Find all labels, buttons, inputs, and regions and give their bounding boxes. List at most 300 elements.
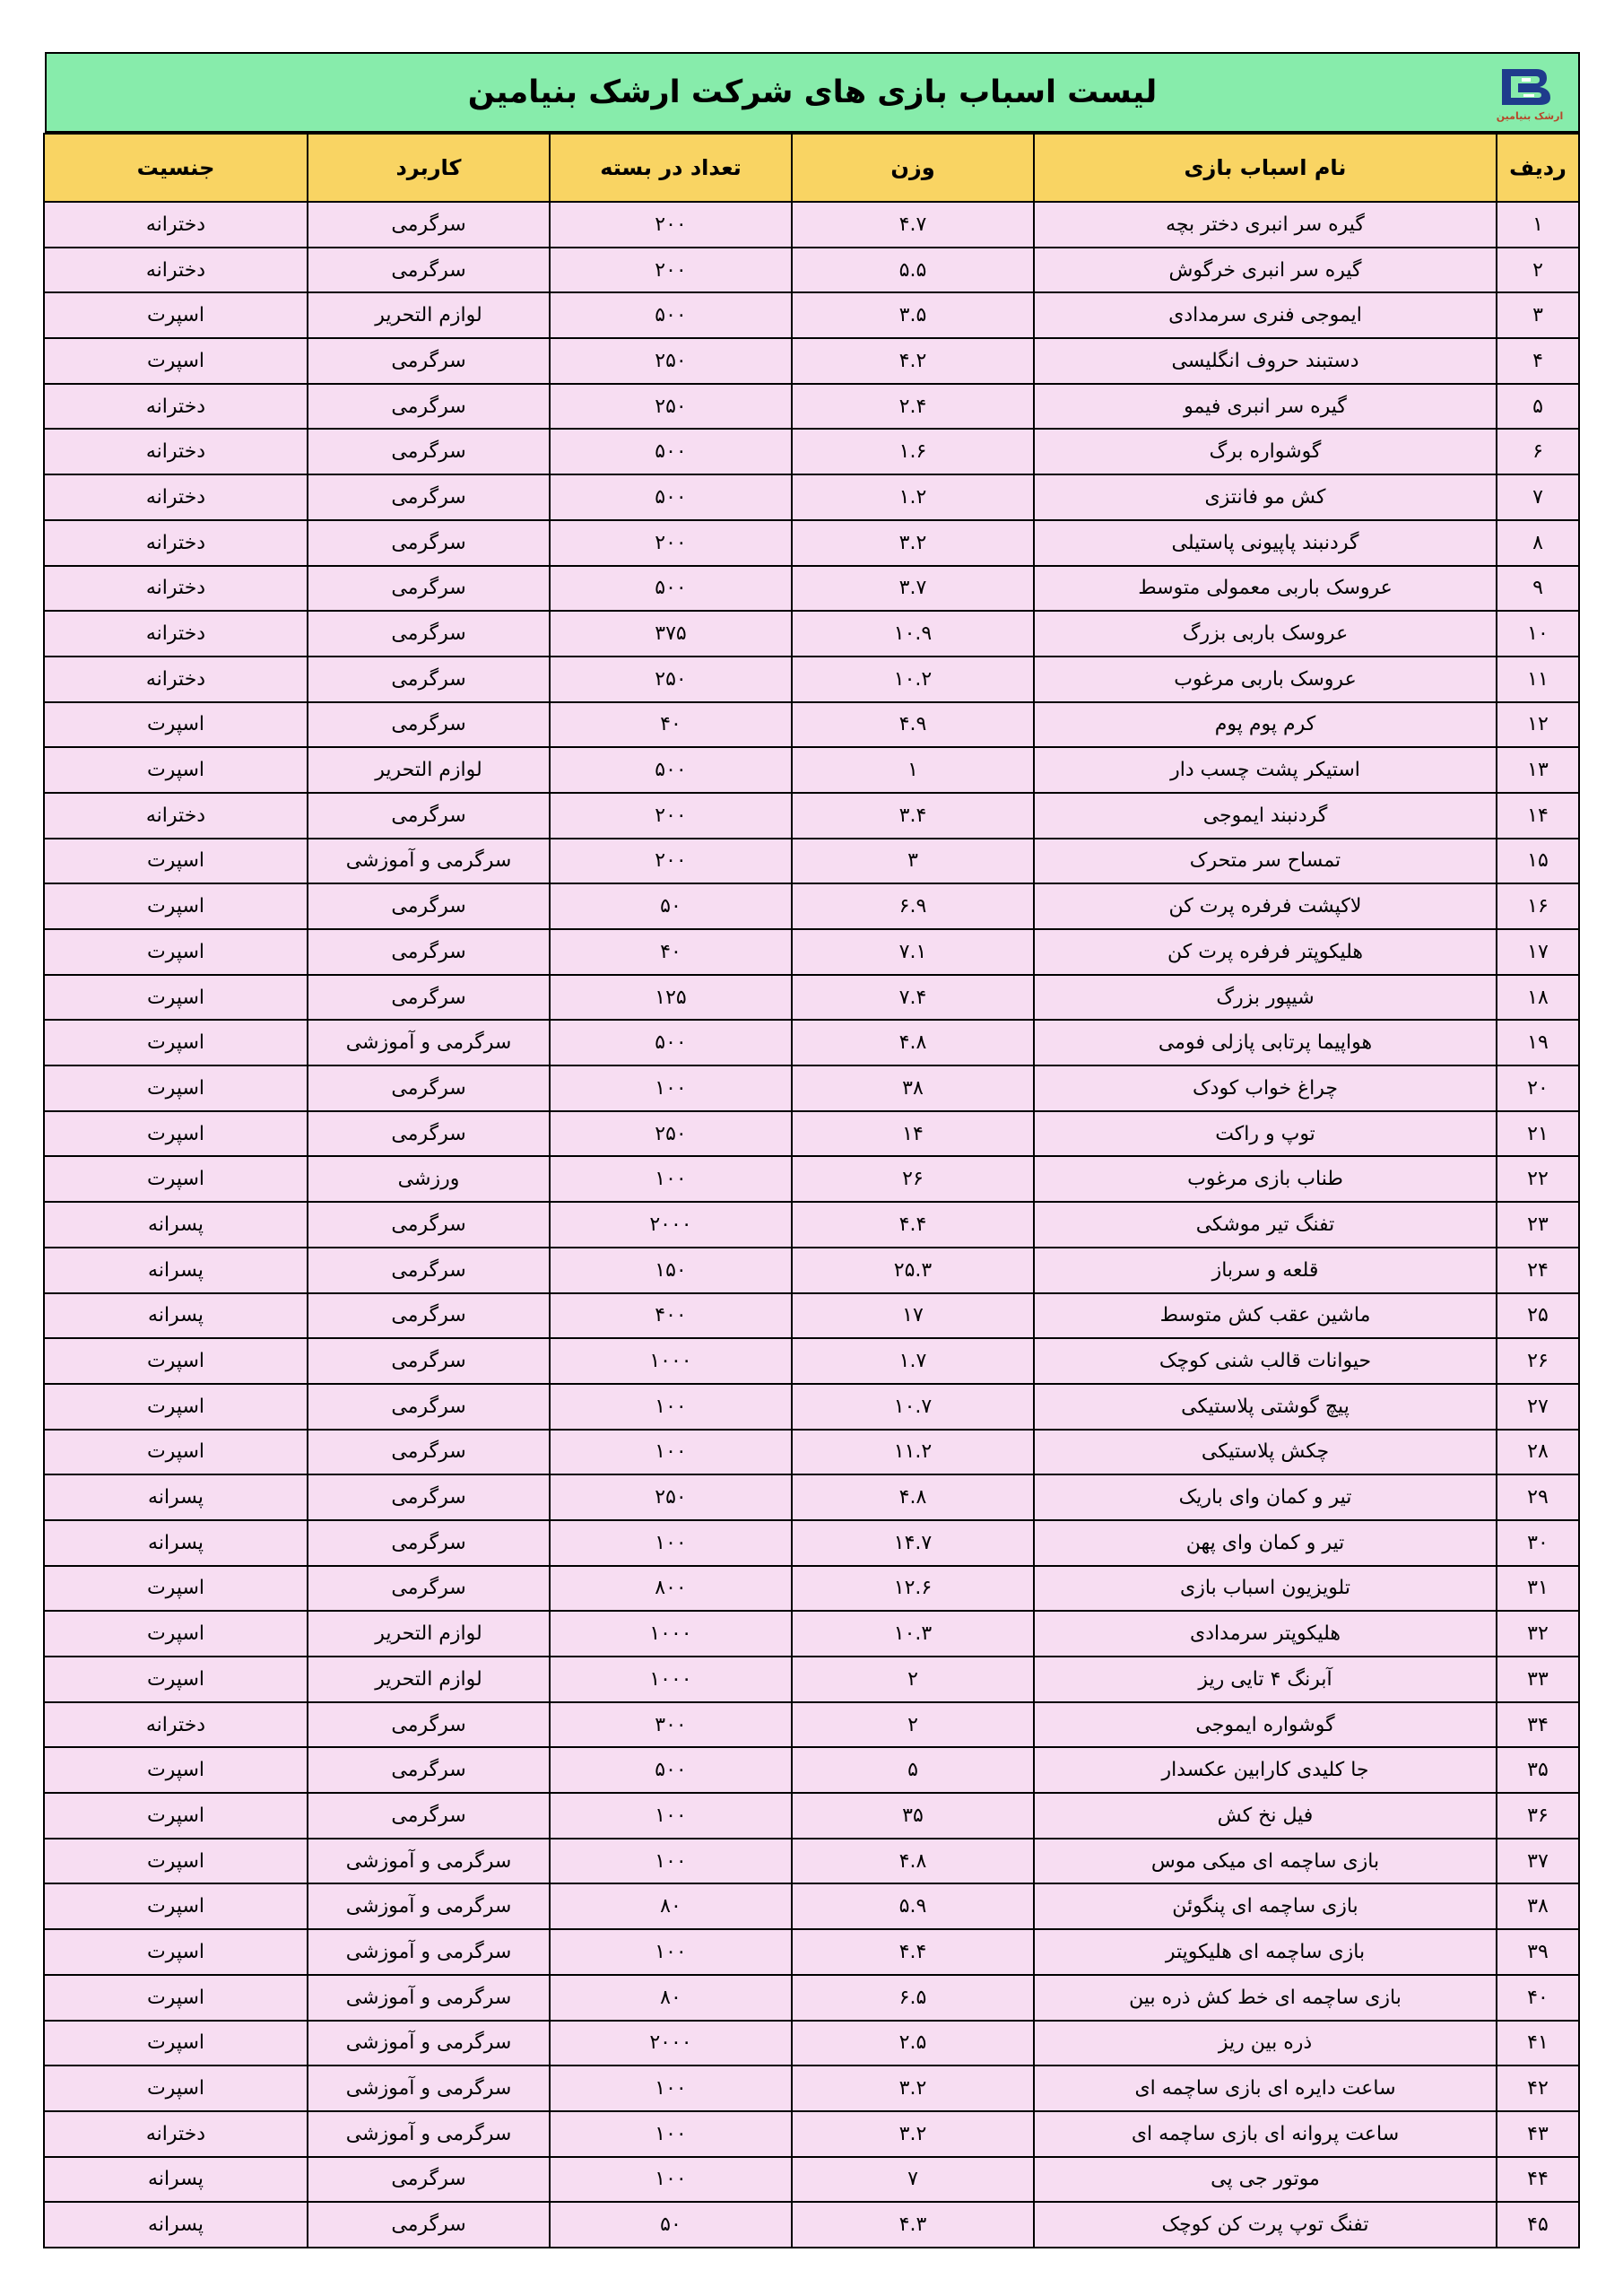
cell-pack-count: ۳۰۰: [550, 1702, 792, 1748]
cell-gender: پسرانه: [44, 2202, 308, 2248]
cell-weight: ۲.۵: [792, 2021, 1034, 2066]
cell-weight: ۱۰.۳: [792, 1611, 1034, 1657]
cell-pack-count: ۱۰۰۰: [550, 1338, 792, 1384]
table-row: [44, 202, 1579, 248]
table-row: [44, 2021, 1579, 2066]
cell-pack-count: ۱۰۰: [550, 2111, 792, 2157]
cell-row-number: ۲۰: [1497, 1065, 1579, 1111]
cell-row-number: ۳۰: [1497, 1520, 1579, 1566]
cell-pack-count: ۵۰۰: [550, 1020, 792, 1065]
company-logo: [1488, 59, 1571, 127]
cell-pack-count: ۲۰۰: [550, 520, 792, 566]
header-pack-count: تعداد در بسته: [550, 134, 792, 202]
cell-pack-count: ۵۰: [550, 883, 792, 929]
cell-toy-name: گوشواره برگ: [1034, 429, 1497, 474]
cell-row-number: ۳۴: [1497, 1702, 1579, 1748]
cell-gender: اسپرت: [44, 1020, 308, 1065]
cell-weight: ۳۵: [792, 1793, 1034, 1839]
cell-gender: اسپرت: [44, 2066, 308, 2111]
cell-weight: ۲.۴: [792, 384, 1034, 430]
cell-toy-name: پیچ گوشتی پلاستیکی: [1034, 1384, 1497, 1430]
cell-pack-count: ۲۵۰: [550, 1111, 792, 1157]
cell-pack-count: ۲۰۰: [550, 202, 792, 248]
cell-toy-name: عروسک باربی بزرگ: [1034, 611, 1497, 657]
cell-toy-name: گردنبند ایموجی: [1034, 793, 1497, 839]
cell-toy-name: ایموجی فنری سرمدادی: [1034, 292, 1497, 338]
cell-usage: سرگرمی: [308, 883, 550, 929]
header-weight: وزن: [792, 134, 1034, 202]
cell-gender: اسپرت: [44, 1975, 308, 2021]
cell-row-number: ۱۵: [1497, 839, 1579, 884]
cell-weight: ۲۵.۳: [792, 1248, 1034, 1293]
cell-weight: ۴.۸: [792, 1474, 1034, 1520]
cell-row-number: ۴۲: [1497, 2066, 1579, 2111]
cell-gender: اسپرت: [44, 1883, 308, 1929]
cell-row-number: ۵: [1497, 384, 1579, 430]
cell-toy-name: هلیکوپتر فرفره پرت کن: [1034, 929, 1497, 975]
cell-weight: ۱.۷: [792, 1338, 1034, 1384]
cell-row-number: ۳۱: [1497, 1566, 1579, 1612]
cell-toy-name: آبرنگ ۴ تایی ریز: [1034, 1657, 1497, 1702]
table-row: [44, 1384, 1579, 1430]
cell-usage: سرگرمی: [308, 2157, 550, 2203]
table-row: [44, 1883, 1579, 1929]
table-row: [44, 1611, 1579, 1657]
cell-toy-name: تفنگ تیر موشکی: [1034, 1202, 1497, 1248]
cell-usage: سرگرمی: [308, 657, 550, 702]
table-row: [44, 657, 1579, 702]
header-usage: کاربرد: [308, 134, 550, 202]
table-row: [44, 566, 1579, 612]
cell-usage: سرگرمی و آموزشی: [308, 1020, 550, 1065]
cell-pack-count: ۵۰۰: [550, 474, 792, 520]
cell-pack-count: ۱۲۵: [550, 975, 792, 1021]
cell-weight: ۳: [792, 839, 1034, 884]
cell-weight: ۱۴.۷: [792, 1520, 1034, 1566]
table-row: [44, 611, 1579, 657]
cell-toy-name: فیل نخ کش: [1034, 1793, 1497, 1839]
cell-gender: پسرانه: [44, 1202, 308, 1248]
cell-toy-name: لاکپشت فرفره پرت کن: [1034, 883, 1497, 929]
cell-weight: ۴.۹: [792, 702, 1034, 748]
cell-toy-name: ماشین عقب کش متوسط: [1034, 1293, 1497, 1339]
table-row: [44, 747, 1579, 793]
cell-usage: سرگرمی و آموزشی: [308, 1839, 550, 1884]
cell-usage: سرگرمی: [308, 1430, 550, 1475]
cell-usage: لوازم التحریر: [308, 292, 550, 338]
cell-pack-count: ۸۰۰: [550, 1566, 792, 1612]
cell-toy-name: کرم پوم پوم: [1034, 702, 1497, 748]
cell-usage: سرگرمی: [308, 1202, 550, 1248]
cell-pack-count: ۲۰۰: [550, 839, 792, 884]
cell-pack-count: ۲۰۰۰: [550, 2021, 792, 2066]
cell-usage: لوازم التحریر: [308, 1657, 550, 1702]
cell-row-number: ۲۸: [1497, 1430, 1579, 1475]
cell-weight: ۲۶: [792, 1156, 1034, 1202]
cell-gender: اسپرت: [44, 747, 308, 793]
cell-usage: سرگرمی: [308, 1566, 550, 1612]
cell-usage: سرگرمی و آموزشی: [308, 839, 550, 884]
table-row: [44, 474, 1579, 520]
cell-toy-name: گیره سر انبری خرگوش: [1034, 248, 1497, 293]
table-row: [44, 2111, 1579, 2157]
cell-weight: ۱۴: [792, 1111, 1034, 1157]
cell-pack-count: ۸۰: [550, 1883, 792, 1929]
toys-table: [43, 133, 1580, 2248]
cell-gender: دخترانه: [44, 248, 308, 293]
table-row: [44, 702, 1579, 748]
cell-gender: دخترانه: [44, 793, 308, 839]
cell-weight: ۷.۱: [792, 929, 1034, 975]
cell-weight: ۳.۲: [792, 2111, 1034, 2157]
cell-row-number: ۳۹: [1497, 1929, 1579, 1975]
cell-row-number: ۲: [1497, 248, 1579, 293]
cell-gender: اسپرت: [44, 292, 308, 338]
table-row: [44, 520, 1579, 566]
cell-pack-count: ۱۰۰۰: [550, 1611, 792, 1657]
cell-pack-count: ۲۵۰: [550, 384, 792, 430]
cell-toy-name: گوشواره ایموجی: [1034, 1702, 1497, 1748]
cell-weight: ۳.۵: [792, 292, 1034, 338]
cell-usage: سرگرمی: [308, 566, 550, 612]
cell-toy-name: تلویزیون اسباب بازی: [1034, 1566, 1497, 1612]
cell-weight: ۷.۴: [792, 975, 1034, 1021]
cell-gender: اسپرت: [44, 1384, 308, 1430]
table-row: [44, 1929, 1579, 1975]
table-row: [44, 248, 1579, 293]
table-row: [44, 1156, 1579, 1202]
cell-weight: ۴.۲: [792, 338, 1034, 384]
cell-usage: سرگرمی: [308, 929, 550, 975]
cell-weight: ۲: [792, 1702, 1034, 1748]
logo-caption: ارشک بنیامین: [1496, 109, 1564, 122]
cell-gender: پسرانه: [44, 1474, 308, 1520]
cell-toy-name: بازی ساچمه ای هلیکوپتر: [1034, 1929, 1497, 1975]
cell-weight: ۵.۹: [792, 1883, 1034, 1929]
table-row: [44, 1657, 1579, 1702]
header-gender: جنسیت: [44, 134, 308, 202]
cell-toy-name: گیره سر انبری دختر بچه: [1034, 202, 1497, 248]
cell-toy-name: طناب بازی مرغوب: [1034, 1156, 1497, 1202]
company-logo-icon: [1500, 65, 1559, 109]
cell-gender: دخترانه: [44, 611, 308, 657]
cell-weight: ۱: [792, 747, 1034, 793]
cell-gender: دخترانه: [44, 202, 308, 248]
cell-pack-count: ۱۰۰: [550, 2066, 792, 2111]
cell-gender: دخترانه: [44, 2111, 308, 2157]
cell-pack-count: ۱۰۰: [550, 1520, 792, 1566]
cell-usage: سرگرمی و آموزشی: [308, 2111, 550, 2157]
cell-gender: اسپرت: [44, 1065, 308, 1111]
cell-row-number: ۳: [1497, 292, 1579, 338]
cell-usage: سرگرمی: [308, 975, 550, 1021]
cell-toy-name: ساعت پروانه ای بازی ساچمه ای: [1034, 2111, 1497, 2157]
cell-row-number: ۴۰: [1497, 1975, 1579, 2021]
table-row: [44, 975, 1579, 1021]
cell-gender: اسپرت: [44, 702, 308, 748]
cell-gender: دخترانه: [44, 474, 308, 520]
cell-row-number: ۳۸: [1497, 1883, 1579, 1929]
cell-toy-name: موتور جی پی: [1034, 2157, 1497, 2203]
table-row: [44, 793, 1579, 839]
cell-weight: ۳.۲: [792, 2066, 1034, 2111]
cell-row-number: ۱۴: [1497, 793, 1579, 839]
cell-gender: اسپرت: [44, 1156, 308, 1202]
cell-gender: اسپرت: [44, 2021, 308, 2066]
cell-pack-count: ۴۰: [550, 929, 792, 975]
cell-pack-count: ۱۰۰: [550, 1929, 792, 1975]
cell-weight: ۱۰.۹: [792, 611, 1034, 657]
cell-usage: سرگرمی: [308, 520, 550, 566]
cell-usage: سرگرمی و آموزشی: [308, 2021, 550, 2066]
cell-row-number: ۱۰: [1497, 611, 1579, 657]
cell-pack-count: ۲۰۰: [550, 793, 792, 839]
cell-usage: سرگرمی: [308, 1793, 550, 1839]
cell-usage: سرگرمی: [308, 611, 550, 657]
cell-usage: سرگرمی: [308, 1520, 550, 1566]
table-row: [44, 1430, 1579, 1475]
cell-row-number: ۱۷: [1497, 929, 1579, 975]
cell-usage: سرگرمی: [308, 384, 550, 430]
cell-usage: سرگرمی: [308, 1338, 550, 1384]
cell-gender: اسپرت: [44, 1430, 308, 1475]
cell-toy-name: هواپیما پرتابی پازلی فومی: [1034, 1020, 1497, 1065]
cell-weight: ۱۲.۶: [792, 1566, 1034, 1612]
cell-gender: اسپرت: [44, 839, 308, 884]
cell-pack-count: ۱۰۰: [550, 2157, 792, 2203]
cell-pack-count: ۵۰: [550, 2202, 792, 2248]
cell-row-number: ۱۶: [1497, 883, 1579, 929]
table-row: [44, 1702, 1579, 1748]
cell-weight: ۳.۴: [792, 793, 1034, 839]
cell-usage: سرگرمی: [308, 1248, 550, 1293]
cell-toy-name: قلعه و سرباز: [1034, 1248, 1497, 1293]
title-bar: [45, 52, 1580, 133]
cell-usage: سرگرمی: [308, 793, 550, 839]
cell-toy-name: دستبند حروف انگلیسی: [1034, 338, 1497, 384]
cell-gender: پسرانه: [44, 1520, 308, 1566]
cell-usage: لوازم التحریر: [308, 1611, 550, 1657]
cell-gender: اسپرت: [44, 1657, 308, 1702]
table-row: [44, 1839, 1579, 1884]
cell-weight: ۴.۳: [792, 2202, 1034, 2248]
cell-pack-count: ۱۰۰: [550, 1384, 792, 1430]
cell-weight: ۱.۶: [792, 429, 1034, 474]
cell-pack-count: ۲۵۰: [550, 338, 792, 384]
cell-row-number: ۲۵: [1497, 1293, 1579, 1339]
cell-pack-count: ۱۰۰: [550, 1065, 792, 1111]
cell-toy-name: بازی ساچمه ای پنگوئن: [1034, 1883, 1497, 1929]
cell-toy-name: کش مو فانتزی: [1034, 474, 1497, 520]
cell-toy-name: چراغ خواب کودک: [1034, 1065, 1497, 1111]
cell-usage: سرگرمی: [308, 1474, 550, 1520]
cell-row-number: ۲۱: [1497, 1111, 1579, 1157]
cell-row-number: ۳۳: [1497, 1657, 1579, 1702]
cell-row-number: ۲۳: [1497, 1202, 1579, 1248]
cell-row-number: ۶: [1497, 429, 1579, 474]
cell-gender: اسپرت: [44, 338, 308, 384]
table-row: [44, 1065, 1579, 1111]
cell-pack-count: ۳۷۵: [550, 611, 792, 657]
cell-row-number: ۳۷: [1497, 1839, 1579, 1884]
cell-pack-count: ۲۰۰۰: [550, 1202, 792, 1248]
cell-gender: دخترانه: [44, 429, 308, 474]
cell-pack-count: ۲۵۰: [550, 657, 792, 702]
cell-gender: پسرانه: [44, 1293, 308, 1339]
table-row: [44, 1793, 1579, 1839]
cell-usage: سرگرمی و آموزشی: [308, 1975, 550, 2021]
cell-usage: سرگرمی: [308, 474, 550, 520]
cell-toy-name: ذره بین ریز: [1034, 2021, 1497, 2066]
cell-weight: ۶.۹: [792, 883, 1034, 929]
table-row: [44, 384, 1579, 430]
cell-weight: ۱.۲: [792, 474, 1034, 520]
cell-pack-count: ۲۰۰: [550, 248, 792, 293]
cell-toy-name: گردنبند پاپیونی پاستیلی: [1034, 520, 1497, 566]
cell-row-number: ۳۲: [1497, 1611, 1579, 1657]
table-row: [44, 1747, 1579, 1793]
table-row: [44, 2202, 1579, 2248]
table-row: [44, 1975, 1579, 2021]
cell-row-number: ۲۶: [1497, 1338, 1579, 1384]
cell-row-number: ۴۵: [1497, 2202, 1579, 2248]
cell-usage: سرگرمی: [308, 1702, 550, 1748]
cell-row-number: ۲۷: [1497, 1384, 1579, 1430]
cell-pack-count: ۱۰۰: [550, 1156, 792, 1202]
cell-weight: ۴.۸: [792, 1020, 1034, 1065]
cell-row-number: ۸: [1497, 520, 1579, 566]
table-row: [44, 1474, 1579, 1520]
cell-usage: سرگرمی: [308, 1747, 550, 1793]
cell-weight: ۳.۲: [792, 520, 1034, 566]
cell-toy-name: بازی ساچمه ای خط کش ذره بین: [1034, 1975, 1497, 2021]
cell-row-number: ۲۴: [1497, 1248, 1579, 1293]
cell-weight: ۱۰.۷: [792, 1384, 1034, 1430]
cell-row-number: ۱۹: [1497, 1020, 1579, 1065]
table-row: [44, 883, 1579, 929]
cell-usage: سرگرمی: [308, 1111, 550, 1157]
cell-pack-count: ۲۵۰: [550, 1474, 792, 1520]
price-list-sheet: [45, 52, 1580, 2248]
cell-usage: سرگرمی: [308, 338, 550, 384]
cell-row-number: ۴۳: [1497, 2111, 1579, 2157]
cell-weight: ۱۱.۲: [792, 1430, 1034, 1475]
cell-weight: ۵: [792, 1747, 1034, 1793]
cell-toy-name: عروسک باربی مرغوب: [1034, 657, 1497, 702]
cell-weight: ۶.۵: [792, 1975, 1034, 2021]
cell-usage: سرگرمی و آموزشی: [308, 1883, 550, 1929]
cell-weight: ۴.۴: [792, 1929, 1034, 1975]
cell-gender: اسپرت: [44, 1839, 308, 1884]
cell-toy-name: گیره سر انبری فیمو: [1034, 384, 1497, 430]
table-row: [44, 1202, 1579, 1248]
header-toy-name: نام اسباب بازی: [1034, 134, 1497, 202]
table-row: [44, 1566, 1579, 1612]
cell-gender: اسپرت: [44, 1611, 308, 1657]
cell-usage: سرگرمی: [308, 1065, 550, 1111]
table-body: [44, 202, 1579, 2248]
cell-gender: اسپرت: [44, 1793, 308, 1839]
table-row: [44, 1520, 1579, 1566]
cell-gender: اسپرت: [44, 1747, 308, 1793]
cell-toy-name: ساعت دایره ای بازی ساچمه ای: [1034, 2066, 1497, 2111]
cell-row-number: ۴۱: [1497, 2021, 1579, 2066]
cell-usage: سرگرمی و آموزشی: [308, 2066, 550, 2111]
cell-pack-count: ۵۰۰: [550, 566, 792, 612]
cell-pack-count: ۱۰۰: [550, 1839, 792, 1884]
cell-gender: اسپرت: [44, 1566, 308, 1612]
cell-weight: ۱۷: [792, 1293, 1034, 1339]
cell-toy-name: بازی ساچمه ای میکی موس: [1034, 1839, 1497, 1884]
cell-toy-name: توپ و راکت: [1034, 1111, 1497, 1157]
cell-weight: ۷: [792, 2157, 1034, 2203]
cell-usage: سرگرمی: [308, 702, 550, 748]
cell-gender: دخترانه: [44, 566, 308, 612]
cell-gender: اسپرت: [44, 1338, 308, 1384]
cell-pack-count: ۵۰۰: [550, 292, 792, 338]
cell-gender: اسپرت: [44, 1929, 308, 1975]
cell-row-number: ۱: [1497, 202, 1579, 248]
cell-gender: اسپرت: [44, 975, 308, 1021]
cell-gender: پسرانه: [44, 1248, 308, 1293]
table-row: [44, 1338, 1579, 1384]
cell-pack-count: ۴۰۰: [550, 1293, 792, 1339]
cell-pack-count: ۱۰۰: [550, 1430, 792, 1475]
cell-pack-count: ۱۰۰۰: [550, 1657, 792, 1702]
cell-usage: سرگرمی و آموزشی: [308, 1929, 550, 1975]
cell-toy-name: چکش پلاستیکی: [1034, 1430, 1497, 1475]
cell-toy-name: استیکر پشت چسب دار: [1034, 747, 1497, 793]
cell-gender: دخترانه: [44, 384, 308, 430]
cell-row-number: ۴۴: [1497, 2157, 1579, 2203]
table-row: [44, 839, 1579, 884]
table-row: [44, 1248, 1579, 1293]
table-row: [44, 2157, 1579, 2203]
cell-weight: ۳.۷: [792, 566, 1034, 612]
cell-pack-count: ۱۵۰: [550, 1248, 792, 1293]
cell-usage: سرگرمی: [308, 202, 550, 248]
cell-toy-name: شیپور بزرگ: [1034, 975, 1497, 1021]
cell-row-number: ۹: [1497, 566, 1579, 612]
cell-gender: اسپرت: [44, 1111, 308, 1157]
cell-weight: ۴.۸: [792, 1839, 1034, 1884]
cell-pack-count: ۵۰۰: [550, 747, 792, 793]
cell-toy-name: تفنگ توپ پرت کن کوچک: [1034, 2202, 1497, 2248]
cell-row-number: ۳۶: [1497, 1793, 1579, 1839]
cell-row-number: ۱۳: [1497, 747, 1579, 793]
table-row: [44, 1111, 1579, 1157]
cell-toy-name: حیوانات قالب شنی کوچک: [1034, 1338, 1497, 1384]
cell-gender: پسرانه: [44, 2157, 308, 2203]
cell-weight: ۱۰.۲: [792, 657, 1034, 702]
cell-toy-name: تمساح سر متحرک: [1034, 839, 1497, 884]
cell-weight: ۵.۵: [792, 248, 1034, 293]
cell-usage: سرگرمی: [308, 429, 550, 474]
table-row: [44, 429, 1579, 474]
cell-row-number: ۴: [1497, 338, 1579, 384]
document-title: لیست اسباب بازی های شرکت ارشک بنیامین: [467, 74, 1158, 110]
cell-pack-count: ۵۰۰: [550, 429, 792, 474]
cell-row-number: ۱۱: [1497, 657, 1579, 702]
cell-gender: دخترانه: [44, 1702, 308, 1748]
cell-gender: دخترانه: [44, 657, 308, 702]
cell-toy-name: جا کلیدی کارابین عکسدار: [1034, 1747, 1497, 1793]
cell-weight: ۲: [792, 1657, 1034, 1702]
cell-gender: اسپرت: [44, 883, 308, 929]
cell-row-number: ۱۸: [1497, 975, 1579, 1021]
cell-weight: ۴.۴: [792, 1202, 1034, 1248]
cell-usage: ورزشی: [308, 1156, 550, 1202]
